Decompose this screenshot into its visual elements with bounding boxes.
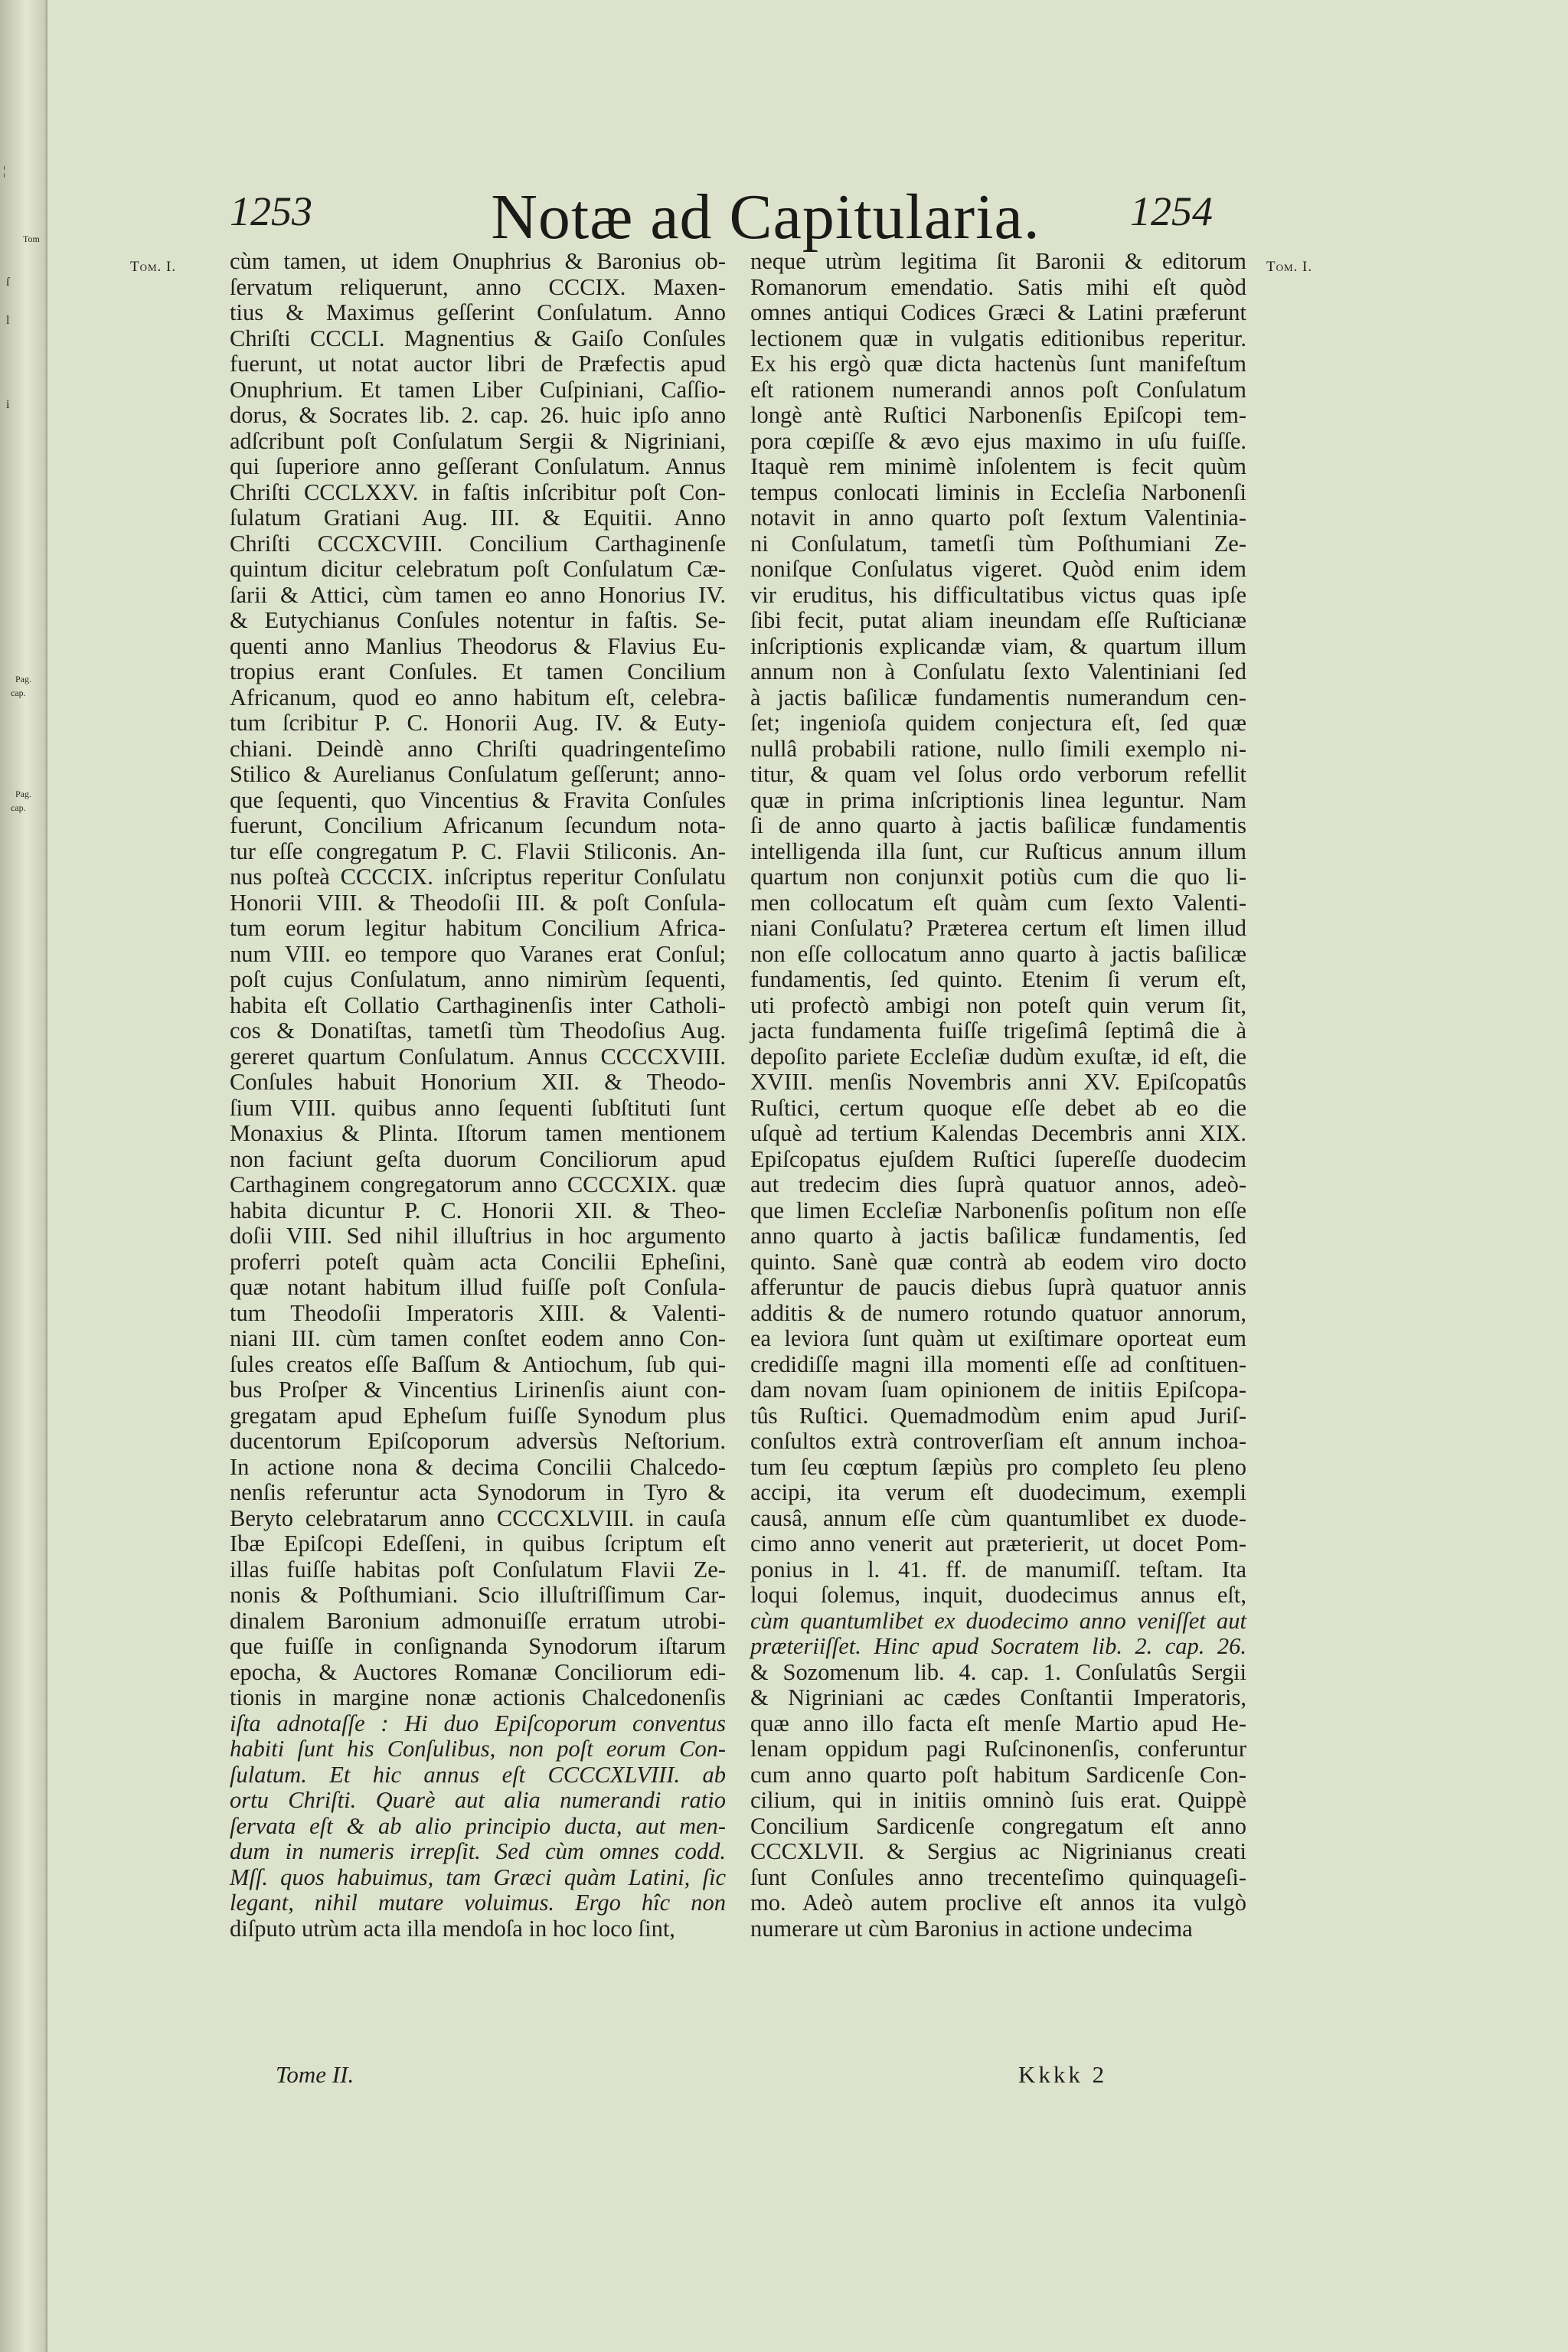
text-line: quæ in prima inſcriptionis linea leguntur. Nam (750, 786, 1246, 813)
text-line: Stilico & Aurelianus Conſulatum geſſerunt; anno- (230, 761, 726, 787)
text-line: additis & de numero rotundo quatuor annorum, (750, 1299, 1246, 1326)
text-line: lectionem quæ in vulgatis editionibus reperitur. (750, 325, 1246, 351)
text-line: uti profectò ambigi non poteſt quin verum ſit, (750, 991, 1246, 1018)
gutter-binding (0, 0, 47, 2352)
text-line: non eſſe collocatum anno quarto à jactis baſilicæ (750, 940, 1246, 967)
signature-mark: Kkkk 2 (1018, 2061, 1108, 2088)
text-line: Ibæ Epiſcopi Edeſſeni, in quibus ſcriptum eſt (230, 1530, 726, 1557)
gutter-mark-cap: cap. (11, 802, 26, 813)
text-line: In actione nona & decima Concilii Chalcedo- (230, 1453, 726, 1480)
text-line: pora cœpiſſe & ævo ejus maximo in uſu fuiſſe. (750, 427, 1246, 454)
text-line: ni Conſulatum, tametſi tùm Poſthumiani Ze- (750, 530, 1246, 557)
text-line: eſt rationem numerandi annos poſt Conſulatum (750, 376, 1246, 403)
text-line: tum ſcribitur P. C. Honorii Aug. IV. & Euty- (230, 710, 726, 736)
text-line: fuerunt, Concilium Africanum ſecundum nota- (230, 812, 726, 838)
text-line: que ſequenti, quo Vincentius & Fravita Conſules (230, 786, 726, 813)
text-line: tropius erant Conſules. Et tamen Concilium (230, 658, 726, 684)
text-line: Honorii VIII. & Theodoſii III. & poſt Conſula- (230, 889, 726, 916)
text-line: quæ notant habitum illud fuiſſe poſt Conſula- (230, 1274, 726, 1300)
text-line: niani Conſulatu? Præterea certum eſt limen illud (750, 915, 1246, 941)
text-line: cum anno quarto poſt habitum Sardicenſe Con- (750, 1761, 1246, 1788)
text-line: & Eutychianus Conſules notentur in faſtis. Se- (230, 607, 726, 633)
text-line: mo. Adeò autem proclive eſt annos ita vulgò (750, 1890, 1246, 1916)
text-line: vir eruditus, his difficultatibus victus quas ipſe (750, 581, 1246, 608)
text-line: habita dicuntur P. C. Honorii XII. & Theo- (230, 1197, 726, 1223)
text-line: ſi de anno quarto à jactis baſilicæ fundamentis (750, 812, 1246, 838)
text-line: ſervata eſt & ab alio principio ducta, aut men- (230, 1812, 726, 1839)
text-line: Chriſti CCCXCVIII. Concilium Carthaginenſe (230, 530, 726, 557)
text-line: anno quarto à jactis baſilicæ fundamentis, ſed (750, 1223, 1246, 1249)
text-line: uſquè ad tertium Kalendas Decembris anni XIX. (750, 1120, 1246, 1146)
text-line: notavit in anno quarto poſt ſextum Valentinia- (750, 505, 1246, 531)
page-number-right: 1254 (1130, 188, 1213, 234)
text-line: & Sozomenum lib. 4. cap. 1. Conſulatûs Sergii (750, 1658, 1246, 1685)
text-line: poſt cujus Conſulatum, anno nimirùm ſequenti, (230, 966, 726, 992)
text-line: Ruſtici, certum quoque eſſe debet ab eo die (750, 1094, 1246, 1121)
text-line: titur, & quam vel ſolus ordo verborum refellit (750, 761, 1246, 787)
text-line: bus Proſper & Vincentius Lirinenſis aiunt con- (230, 1377, 726, 1403)
text-line: omnes antiqui Codices Græci & Latini præferunt (750, 299, 1246, 325)
text-line: quinto. Sanè quæ contrà ab eodem viro docto (750, 1248, 1246, 1275)
text-line: Concilium Sardicenſe congregatum eſt anno (750, 1812, 1246, 1839)
text-line: ſium VIII. quibus anno ſequenti ſubſtituti ſunt (230, 1094, 726, 1121)
text-line: ortu Chriſti. Quarè aut alia numerandi ratio (230, 1787, 726, 1813)
text-line: tionis in margine nonæ actionis Chalcedonenſis (230, 1684, 726, 1710)
text-line: ea leviora ſunt quàm ut exiſtimare oporteat eum (750, 1325, 1246, 1351)
text-line: credidiſſe magni illa momenti eſſe ad conſtituen- (750, 1351, 1246, 1377)
text-line: Romanorum emendatio. Satis mihi eſt quòd (750, 273, 1246, 300)
text-line: ſervatum reliquerunt, anno CCCIX. Maxen- (230, 273, 726, 300)
gutter-mark-cap: cap. (11, 688, 26, 698)
text-line: dam novam ſuam opinionem de initiis Epiſcopa- (750, 1377, 1246, 1403)
text-line: proferri poteſt quàm acta Concilii Epheſini, (230, 1248, 726, 1275)
text-line: tûs Ruſtici. Quemadmodùm enim apud Juriſ- (750, 1402, 1246, 1429)
text-line: annum non à Conſulatu ſexto Valentiniani ſed (750, 658, 1246, 684)
text-line: legant, nihil mutare voluimus. Ergo hîc non (230, 1890, 726, 1916)
text-line: habiti ſunt his Conſulibus, non poſt eorum Con- (230, 1736, 726, 1762)
text-line: habita eſt Collatio Carthaginenſis inter Catholi- (230, 991, 726, 1018)
text-line: iſta adnotaſſe : Hi duo Epiſcoporum conventus (230, 1710, 726, 1736)
text-line: num VIII. eo tempore quo Varanes erat Conſul; (230, 940, 726, 967)
text-line: illas fuiſſe habitas poſt Conſulatum Flavii Ze- (230, 1556, 726, 1583)
text-line: ſet; ingenioſa quidem conjectura eſt, ſed quæ (750, 710, 1246, 736)
text-line: afferuntur de paucis diebus ſuprà quatuor annis (750, 1274, 1246, 1300)
text-line: numerare ut cùm Baronius in actione undecima (750, 1915, 1193, 1942)
text-line: ſibi fecit, putat aliam ineundam eſſe Ruſticianæ (750, 607, 1246, 633)
text-line: accipi, ita verum eſt duodecimum, exempli (750, 1479, 1246, 1505)
text-line: longè antè Ruſtici Narbonenſis Epiſcopi tem- (750, 402, 1246, 428)
text-line: Chriſti CCCLXXV. in faſtis inſcribitur poſt Con- (230, 479, 726, 505)
text-line: fuerunt, ut notat auctor libri de Præfectis apud (230, 351, 726, 377)
text-line: præteriiſſet. Hinc apud Socratem lib. 2. cap. 26. (750, 1633, 1246, 1659)
text-line: cos & Donatiſtas, tametſi tùm Theodoſius Aug. (230, 1018, 726, 1044)
text-line: tum eorum legitur habitum Concilium Africa- (230, 915, 726, 941)
text-line: nus poſteà CCCCIX. inſcriptus reperitur Conſulatu (230, 864, 726, 890)
text-line: Monaxius & Plinta. Iſtorum tamen mentionem (230, 1120, 726, 1146)
text-line: ſulatum. Et hic annus eſt CCCCXLVIII. ab (230, 1761, 726, 1788)
gutter-mark-tom: Tom (23, 234, 40, 244)
text-line: quartum non conjunxit potiùs cum die quo li- (750, 864, 1246, 890)
gutter-tick: ¦ (3, 165, 6, 178)
text-line: nenſis referuntur acta Synodorum in Tyro & (230, 1479, 726, 1505)
text-line: Conſules habuit Honorium XII. & Theodo- (230, 1069, 726, 1095)
text-line: & Nigriniani ac cædes Conſtantii Imperatoris, (750, 1684, 1246, 1710)
text-line: men collocatum eſt quàm cum ſexto Valenti- (750, 889, 1246, 916)
text-line: quintum dicitur celebratum poſt Conſulatum Cæ- (230, 556, 726, 582)
text-line: chiani. Deindè anno Chriſti quadringenteſimo (230, 735, 726, 762)
text-line: qui ſuperiore anno geſſerant Conſulatum. Annus (230, 453, 726, 479)
text-line: non faciunt geſta duorum Conciliorum apud (230, 1145, 726, 1172)
margin-tom-right: Tom. I. (1266, 259, 1313, 275)
text-line: conſultos extrà controverſiam eſt annum inchoa- (750, 1428, 1246, 1454)
text-line: dinalem Baronium admonuiſſe erratum utrobi- (230, 1607, 726, 1634)
text-line: noniſque Conſulatus vigeret. Quòd enim idem (750, 556, 1246, 582)
text-line: cùm tamen, ut idem Onuphrius & Baronius ob- (230, 248, 726, 274)
margin-tom-left: Tom. I. (130, 259, 177, 275)
text-line: gereret quartum Conſulatum. Annus CCCCXVIII. (230, 1043, 726, 1070)
text-line: Carthaginem congregatorum anno CCCCXIX. quæ (230, 1171, 726, 1197)
text-line: ſules creatos eſſe Baſſum & Antiochum, ſub qui- (230, 1351, 726, 1377)
text-line: Onuphrium. Et tamen Liber Cuſpiniani, Caſſio- (230, 376, 726, 403)
text-line: cilium, qui in initiis omninò ſuis erat. Quippè (750, 1787, 1246, 1813)
text-line: loqui ſolemus, inquit, duodecimus annus eſt, (750, 1582, 1246, 1608)
page-number-left: 1253 (230, 188, 312, 234)
text-line: tur eſſe congregatum P. C. Flavii Stiliconis. An- (230, 838, 726, 864)
gutter-tick: ſ (6, 276, 10, 289)
text-line: inſcriptionis explicandæ viam, & quartum illum (750, 632, 1246, 659)
text-line: doſii VIII. Sed nihil illuſtrius in hoc argumento (230, 1223, 726, 1249)
text-line: Chriſti CCCLI. Magnentius & Gaiſo Conſules (230, 325, 726, 351)
text-line: causâ, annum eſſe cùm quantumlibet ex duode- (750, 1504, 1246, 1531)
text-column-left (230, 249, 726, 1942)
text-line: que fuiſſe in conſignanda Synodorum iſtarum (230, 1633, 726, 1659)
running-title: Notæ ad Capitularia. (491, 181, 1040, 253)
text-line: que limen Eccleſiæ Narbonenſis poſitum non eſſe (750, 1197, 1246, 1223)
text-line: lenam oppidum pagi Ruſcinonenſis, conferuntur (750, 1736, 1246, 1762)
text-line: à jactis baſilicæ fundamentis numerandum cen- (750, 684, 1246, 710)
text-line: neque utrùm legitima ſit Baronii & editorum (750, 248, 1246, 274)
gutter-tick: l (6, 314, 10, 327)
gutter-mark-pag: Pag. (15, 789, 31, 799)
text-line: cùm quantumlibet ex duodecimo anno veniſſet aut (750, 1607, 1246, 1634)
text-line: quæ anno illo facta eſt menſe Martio apud He- (750, 1710, 1246, 1736)
text-line: XVIII. menſis Novembris anni XV. Epiſcopatûs (750, 1069, 1246, 1095)
text-line: jacta fundamenta fuiſſe trigeſimâ ſeptimâ die à (750, 1018, 1246, 1044)
text-line: Beryto celebratarum anno CCCCXLVIII. in cauſa (230, 1504, 726, 1531)
text-line: Itaquè rem minimè inſolentem is fecit quùm (750, 453, 1246, 479)
text-line: dorus, & Socrates lib. 2. cap. 26. huic ipſo anno (230, 402, 726, 428)
text-line: aut tredecim dies ſuprà quatuor annos, adeò- (750, 1171, 1246, 1197)
text-line: Ex his ergò quæ dicta hactenùs ſunt manifeſtum (750, 351, 1246, 377)
text-line: ſulatum Gratiani Aug. III. & Equitii. Anno (230, 505, 726, 531)
text-line: depoſito pariete Eccleſiæ dudùm exuſtæ, id eſt, die (750, 1043, 1246, 1070)
catchword-left: Tome II. (276, 2061, 354, 2088)
text-line: epocha, & Auctores Romanæ Conciliorum edi- (230, 1658, 726, 1685)
gutter-mark-pag: Pag. (15, 674, 31, 684)
text-line: Epiſcopatus ejuſdem Ruſtici ſupereſſe duodecim (750, 1145, 1246, 1172)
text-line: intelligenda illa ſunt, cur Ruſticus annum illum (750, 838, 1246, 864)
text-line: gregatam apud Epheſum fuiſſe Synodum plus (230, 1402, 726, 1429)
text-line: tius & Maximus geſſerint Conſulatum. Anno (230, 299, 726, 325)
text-line: tum ſeu cœptum ſæpiùs pro completo ſeu pleno (750, 1453, 1246, 1480)
text-line: ſunt Conſules anno trecenteſimo quinquageſi- (750, 1864, 1246, 1890)
text-line: Mſſ. quos habuimus, tam Græci quàm Latini, ſic (230, 1864, 726, 1890)
text-line: adſcribunt poſt Conſulatum Sergii & Nigriniani, (230, 427, 726, 454)
text-line: Africanum, quod eo anno habitum eſt, celebra- (230, 684, 726, 710)
text-line: ducentorum Epiſcoporum adversùs Neſtorium. (230, 1428, 726, 1454)
text-line: tum Theodoſii Imperatoris XIII. & Valenti- (230, 1299, 726, 1326)
text-line: ſarii & Attici, cùm tamen eo anno Honorius IV. (230, 581, 726, 608)
gutter-tick: i (6, 398, 10, 411)
text-column-right (750, 249, 1246, 1942)
text-line: ponius in l. 41. ff. de manumiſſ. teſtam. Ita (750, 1556, 1246, 1583)
text-line: CCCXLVII. & Sergius ac Nigrinianus creati (750, 1838, 1246, 1864)
text-line: dum in numeris irrepſit. Sed cùm omnes codd. (230, 1838, 726, 1864)
text-line: niani III. cùm tamen conſtet eodem anno Con- (230, 1325, 726, 1351)
text-line: diſputo utrùm acta illa mendoſa in hoc loco ſint, (230, 1915, 675, 1942)
text-line: quenti anno Manlius Theodorus & Flavius Eu- (230, 632, 726, 659)
text-line: tempus conlocati liminis in Eccleſia Narbonenſi (750, 479, 1246, 505)
text-line: nullâ probabili ratione, nullo ſimili exemplo ni- (750, 735, 1246, 762)
text-line: nonis & Poſthumiani. Scio illuſtriſſimum Car- (230, 1582, 726, 1608)
text-line: fundamentis, ſed quinto. Etenim ſi verum eſt, (750, 966, 1246, 992)
text-line: cimo anno venerit aut præterierit, ut docet Pom- (750, 1530, 1246, 1557)
